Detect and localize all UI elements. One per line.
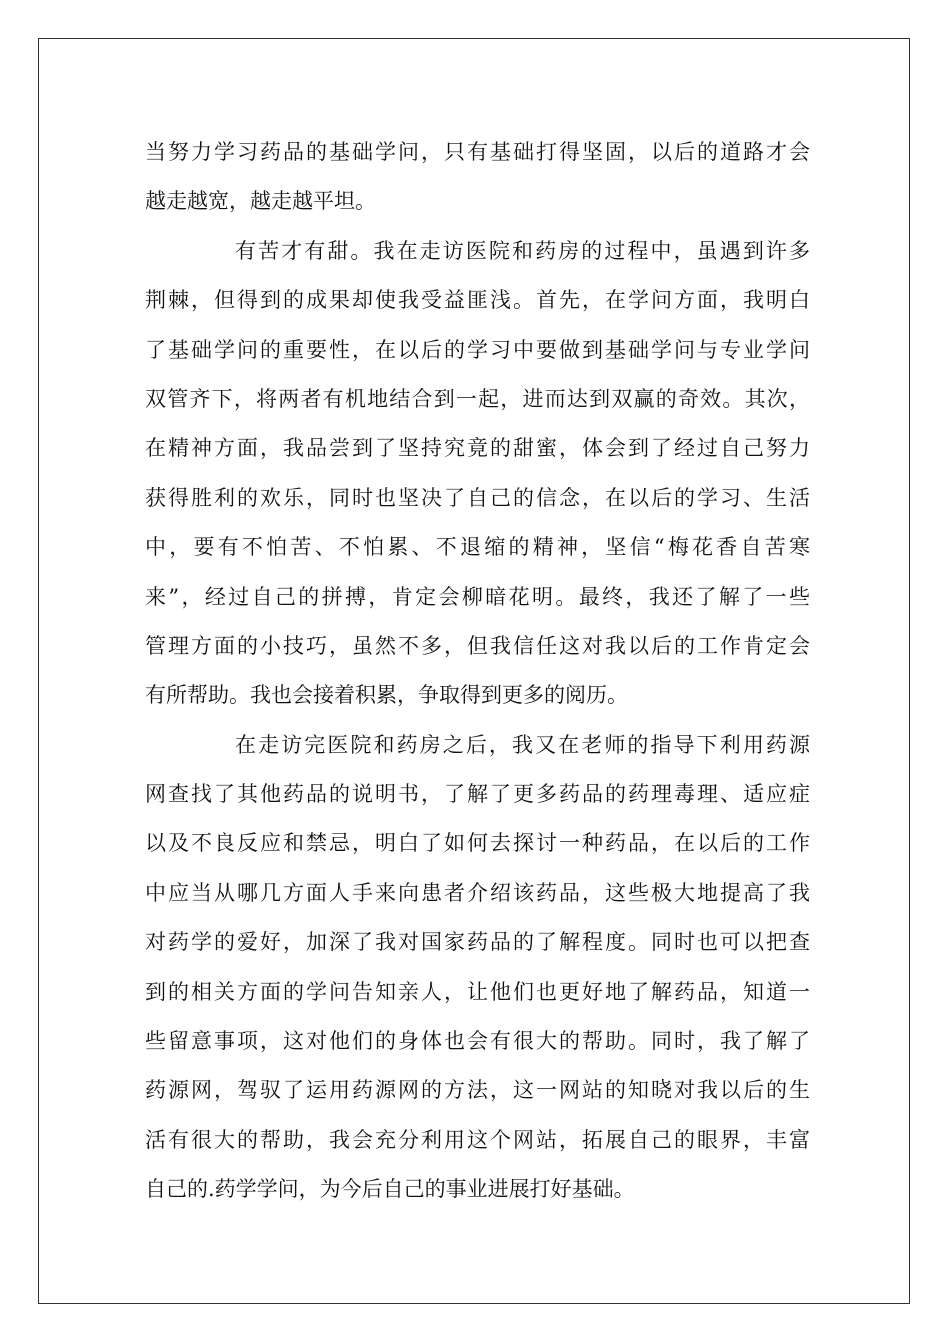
text-line: 中，要有不怕苦、不怕累、不退缩的精神，坚信“梅花香自苦寒 (145, 535, 810, 560)
text-line: 网查找了其他药品的说明书，了解了更多药品的药理毒理、适应症 (145, 782, 810, 807)
text-line: 了基础学问的重要性，在以后的学习中要做到基础学问与专业学问 (145, 337, 810, 362)
text-line: 活有很大的帮助，我会充分利用这个网站，拓展自己的眼界，丰富 (145, 1127, 810, 1152)
text-line: 管理方面的小技巧，虽然不多，但我信任这对我以后的工作肯定会 (145, 633, 810, 658)
paragraph-1 (145, 128, 810, 227)
text-line: 有所帮助。我也会接着积累，争取得到更多的阅历。 (145, 683, 628, 708)
text-line: 对药学的爱好，加深了我对国家药品的了解程度。同时也可以把查 (145, 930, 810, 955)
text-line: 自己的.药学学问，为今后自己的事业进展打好基础。 (145, 1177, 635, 1202)
text-line: 有苦才有甜。我在走访医院和药房的过程中，虽遇到许多 (235, 238, 810, 263)
text-line: 到的相关方面的学问告知亲人，让他们也更好地了解药品，知道一 (145, 979, 810, 1004)
document-body (145, 128, 810, 1215)
text-line: 在走访完医院和药房之后，我又在老师的指导下利用药源 (235, 732, 810, 757)
text-line: 来”，经过自己的拼搏，肯定会柳暗花明。最终，我还了解了一些 (145, 584, 810, 609)
text-line: 些留意事项，这对他们的身体也会有很大的帮助。同时，我了解了 (145, 1029, 810, 1054)
text-line: 药源网，驾驭了运用药源网的方法，这一网站的知晓对我以后的生 (145, 1078, 810, 1103)
text-line: 越走越宽，越走越平坦。 (145, 189, 376, 214)
text-line: 获得胜利的欢乐，同时也坚决了自己的信念，在以后的学习、生活 (145, 485, 810, 510)
text-line: 在精神方面，我品尝到了坚持究竟的甜蜜，体会到了经过自己努力 (145, 436, 810, 461)
text-line: 荆棘，但得到的成果却使我受益匪浅。首先，在学问方面，我明白 (145, 288, 810, 313)
text-line: 中应当从哪几方面人手来向患者介绍该药品，这些极大地提高了我 (145, 880, 810, 905)
text-line: 当努力学习药品的基础学问，只有基础打得坚固，以后的道路才会 (145, 140, 810, 164)
text-line: 双管齐下，将两者有机地结合到一起，进而达到双赢的奇效。其次， (145, 386, 810, 411)
text-line: 以及不良反应和禁忌，明白了如何去探讨一种药品，在以后的工作 (145, 831, 810, 856)
paragraph-2 (145, 227, 810, 721)
paragraph-3 (145, 721, 810, 1215)
